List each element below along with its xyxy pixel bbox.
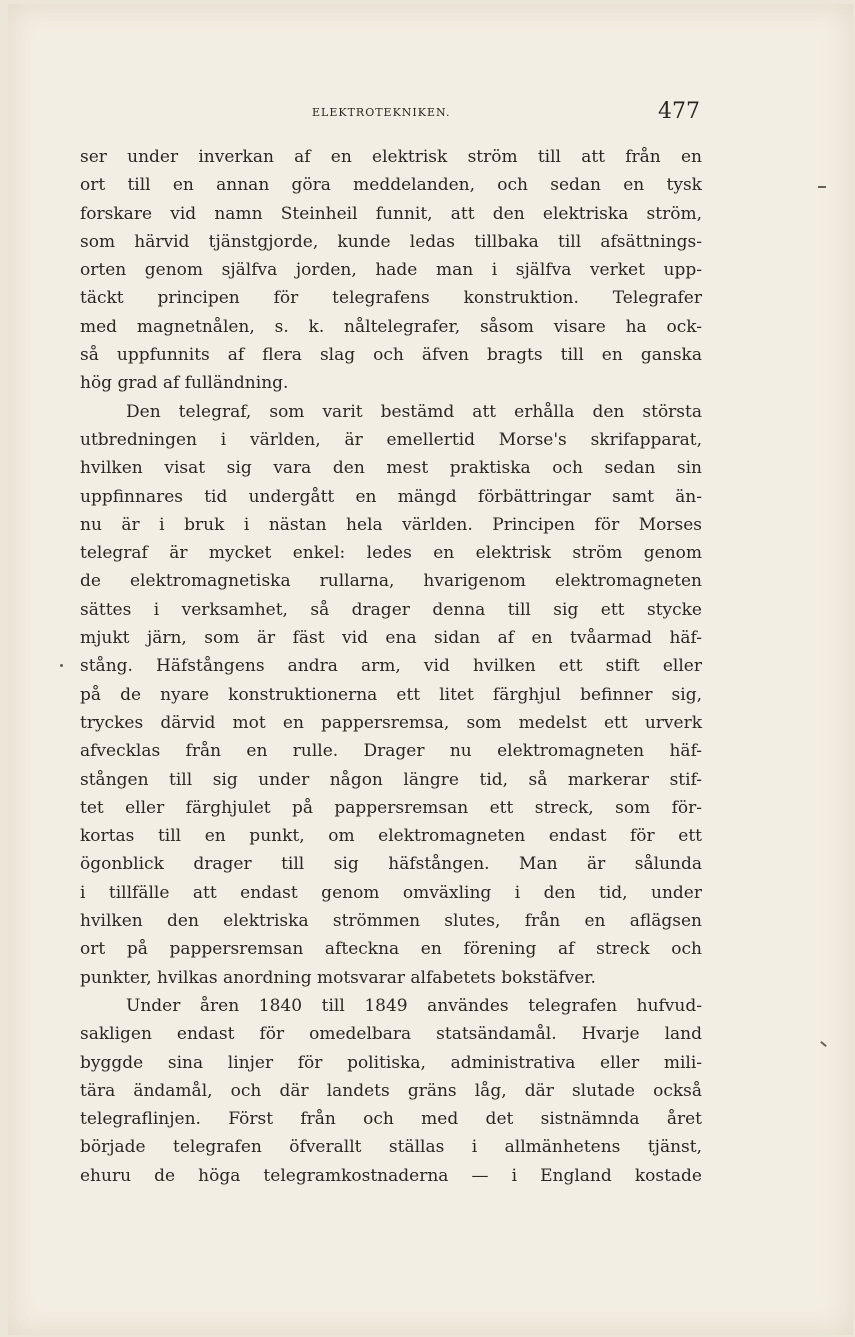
text-line: Under åren 1840 till 1849 användes telegrafen hufvud- xyxy=(126,995,702,1016)
margin-mark xyxy=(60,664,63,667)
text-line: hög grad af fulländning. xyxy=(80,373,289,394)
text-line: byggde sina linjer för politiska, administrativa eller mili- xyxy=(80,1052,702,1073)
text-line: ehuru de höga telegramkostnaderna — i England kostade xyxy=(80,1165,702,1186)
text-line: nu är i bruk i nästan hela världen. Principen för Morses xyxy=(80,514,702,535)
text-line: hvilken visat sig vara den mest praktiska och sedan sin xyxy=(80,458,702,479)
text-line: forskare vid namn Steinheil funnit, att den elektriska ström, xyxy=(80,203,702,224)
text-line: punkter, hvilkas anordning motsvarar alfabetets bokstäfver. xyxy=(80,967,596,988)
text-line: de elektromagnetiska rullarna, hvarigenom elektromagneten xyxy=(80,571,702,592)
text-line: kortas till en punkt, om elektromagneten endast för ett xyxy=(80,826,702,847)
text-line: stång. Häfstångens andra arm, vid hvilken ett stift eller xyxy=(80,656,702,677)
text-line: ögonblick drager till sig häfstången. Man är sålunda xyxy=(80,854,702,875)
text-line: afvecklas från en rulle. Drager nu elektromagneten häf- xyxy=(80,741,702,762)
text-line: i tillfälle att endast genom omväxling i den tid, under xyxy=(80,882,702,903)
text-line: ort till en annan göra meddelanden, och sedan en tysk xyxy=(80,175,702,196)
page-header xyxy=(0,100,855,124)
text-line: telegraflinjen. Först från och med det sistnämnda året xyxy=(80,1109,702,1130)
body-text xyxy=(80,143,702,1190)
text-line: ort på pappersremsan afteckna en förening af streck och xyxy=(80,939,702,960)
margin-mark xyxy=(818,186,826,188)
text-line: sakligen endast för omedelbara statsändamål. Hvarje land xyxy=(80,1024,702,1045)
text-line: telegraf är mycket enkel: ledes en elektrisk ström genom xyxy=(80,543,702,564)
page-number: 477 xyxy=(658,99,700,124)
text-line: uppfinnares tid undergått en mängd förbättringar samt än- xyxy=(80,486,702,507)
running-head: ELEKTROTEKNIKEN. xyxy=(312,106,451,119)
text-line: utbredningen i världen, är emellertid Morse's skrifapparat, xyxy=(80,429,702,450)
text-line: på de nyare konstruktionerna ett litet färghjul befinner sig, xyxy=(80,684,702,705)
text-line: hvilken den elektriska strömmen slutes, från en aflägsen xyxy=(80,911,702,932)
text-line: mjukt järn, som är fäst vid ena sidan af en tvåarmad häf- xyxy=(80,628,702,649)
text-line: täckt principen för telegrafens konstruktion. Telegrafer xyxy=(80,288,702,309)
text-line: sättes i verksamhet, så drager denna till sig ett stycke xyxy=(80,599,702,620)
text-line: tet eller färghjulet på pappersremsan ett streck, som för- xyxy=(80,797,702,818)
text-line: så uppfunnits af flera slag och äfven bragts till en ganska xyxy=(80,345,702,366)
text-line: som härvid tjänstgjorde, kunde ledas tillbaka till afsättnings- xyxy=(80,231,702,252)
text-line: ser under inverkan af en elektrisk ström till att från en xyxy=(80,147,702,167)
text-line: Den telegraf, som varit bestämd att erhålla den största xyxy=(126,401,702,422)
text-line: med magnetnålen, s. k. nåltelegrafer, såsom visare ha ock- xyxy=(80,316,702,337)
text-line: tära ändamål, och där landets gräns låg, där slutade också xyxy=(80,1080,702,1101)
text-line: orten genom själfva jorden, hade man i själfva verket upp- xyxy=(80,260,702,281)
text-line: började telegrafen öfverallt ställas i allmänhetens tjänst, xyxy=(80,1137,702,1158)
text-line: tryckes därvid mot en pappersremsa, som medelst ett urverk xyxy=(80,712,702,733)
text-line: stången till sig under någon längre tid, så markerar stif- xyxy=(80,769,702,790)
